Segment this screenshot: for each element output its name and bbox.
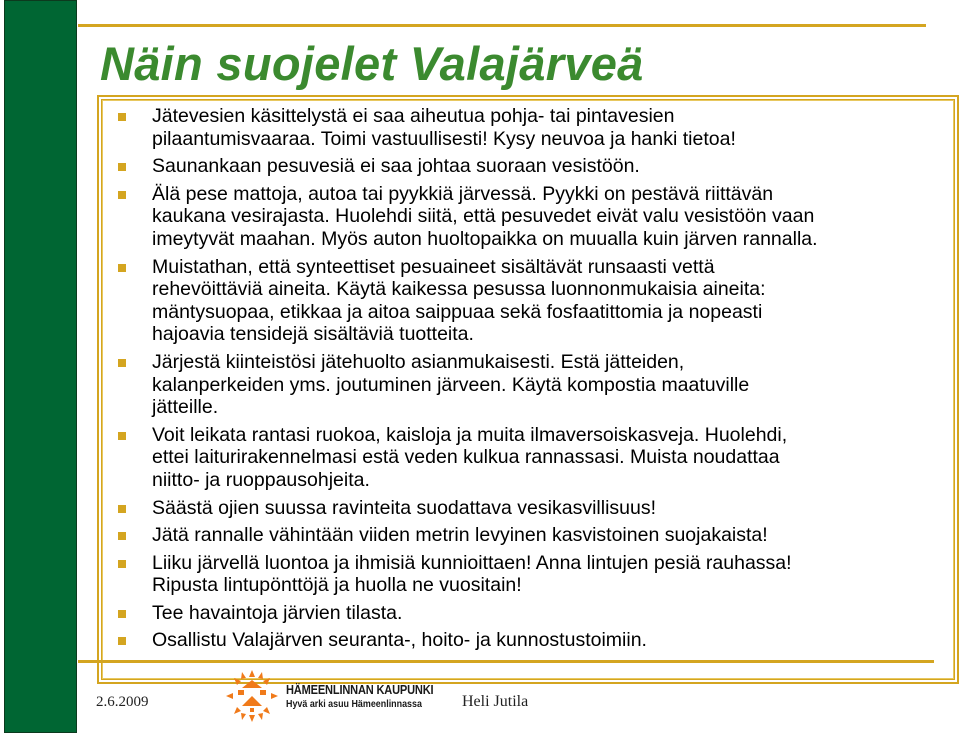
bullet-item xyxy=(118,351,818,419)
square-bullet-icon xyxy=(118,532,126,540)
bullet-text-line: niitto- ja ruoppausohjeita. xyxy=(152,468,370,491)
bullet-item xyxy=(118,497,818,520)
bullet-item xyxy=(118,256,818,346)
bullet-text-line: Järjestä kiinteistösi jätehuolto asianmukaisesti. Estä jätteiden, xyxy=(152,350,685,373)
bullet-item xyxy=(118,629,818,652)
bullet-text-line: Saunankaan pesuvesiä ei saa johtaa suoraan vesistöön. xyxy=(152,155,640,178)
bullet-item xyxy=(118,424,818,492)
square-bullet-icon xyxy=(118,359,126,367)
bullet-text-line: kalanperkeiden yms. joutuminen järveen. Käytä kompostia maatuville xyxy=(152,373,750,396)
bullet-text-line: hajoavia tensidejä sisältäviä tuotteita. xyxy=(152,323,474,346)
bullet-text-line: Osallistu Valajärven seuranta-, hoito- ja kunnostustoimiin. xyxy=(152,629,647,652)
bullet-text-line: Liiku järvellä luontoa ja ihmisiä kunnioittaen! Anna lintujen pesiä rauhassa! xyxy=(152,551,792,574)
sidebar-green-bar xyxy=(4,0,77,733)
logo-slogan: Hyvä arki asuu Hämeenlinnassa xyxy=(286,698,422,710)
bullet-text-line: rehevöittäviä aineita. Käytä kaikessa pesussa luonnonmukaisia aineita: xyxy=(152,278,766,301)
square-bullet-icon xyxy=(118,432,126,440)
top-divider xyxy=(78,24,926,27)
bullet-text-line: Säästä ojien suussa ravinteita suodattava vesikasvillisuus! xyxy=(152,496,657,519)
bullet-text-line: kaukana vesirajasta. Huolehdi siitä, että pesuvedet eivät valu vesistöön vaan xyxy=(152,205,815,228)
footer-author: Heli Jutila xyxy=(462,693,529,710)
logo-city-name: HÄMEENLINNAN KAUPUNKI xyxy=(286,682,434,697)
bullet-text-line: Tee havaintoja järvien tilasta. xyxy=(152,601,403,624)
footer-date: 2.6.2009 xyxy=(96,694,149,710)
square-bullet-icon xyxy=(118,264,126,272)
bullet-item xyxy=(118,105,818,150)
bullet-text-line: mäntysuopaa, etikkaa ja aitoa saippuaa sekä fosfaatittomia ja nopeasti xyxy=(152,300,763,323)
bullet-text-line: Jätä rannalle vähintään viiden metrin levyinen kasvistoinen suojakaista! xyxy=(152,524,768,547)
bullet-text-line: Muistathan, että synteettiset pesuaineet sisältävät runsaasti vettä xyxy=(152,255,715,278)
bullet-text-line: Ripusta lintupönttöjä ja huolla ne vuositain! xyxy=(152,574,522,597)
city-logo-sun-icon xyxy=(224,668,280,724)
slide-title: Näin suojelet Valajärveä xyxy=(100,37,644,90)
bullet-item xyxy=(118,524,818,547)
square-bullet-icon xyxy=(118,560,126,568)
square-bullet-icon xyxy=(118,163,126,171)
bullet-text-line: Voit leikata rantasi ruokoa, kaisloja ja muita ilmaversoiskasveja. Huolehdi, xyxy=(152,423,788,446)
bullet-item xyxy=(118,552,818,597)
bullet-text-line: ettei laiturirakennelmasi estä veden kulkua rannassasi. Muista noudattaa xyxy=(152,446,780,469)
bullet-item xyxy=(118,183,818,251)
square-bullet-icon xyxy=(118,191,126,199)
square-bullet-icon xyxy=(118,637,126,645)
bullet-text-line: Jätevesien käsittelystä ei saa aiheutua pohja- tai pintavesien xyxy=(152,105,675,127)
square-bullet-icon xyxy=(118,610,126,618)
bullet-text-line: pilaantumisvaaraa. Toimi vastuullisesti! Kysy neuvoa ja hanki tietoa! xyxy=(152,127,736,150)
bullet-item xyxy=(118,602,818,625)
bullet-item xyxy=(118,155,818,178)
square-bullet-icon xyxy=(118,505,126,513)
bullet-text-line: imeytyvät maahan. Myös auton huoltopaikka on muualla kuin järven rannalla. xyxy=(152,227,818,250)
bullet-text-line: Älä pese mattoja, autoa tai pyykkiä järvessä. Pyykki on pestävä riittävän xyxy=(152,182,774,205)
bullet-list xyxy=(118,105,818,657)
square-bullet-icon xyxy=(118,113,126,121)
footer-divider xyxy=(78,660,934,663)
bullet-text-line: jätteille. xyxy=(152,396,219,419)
